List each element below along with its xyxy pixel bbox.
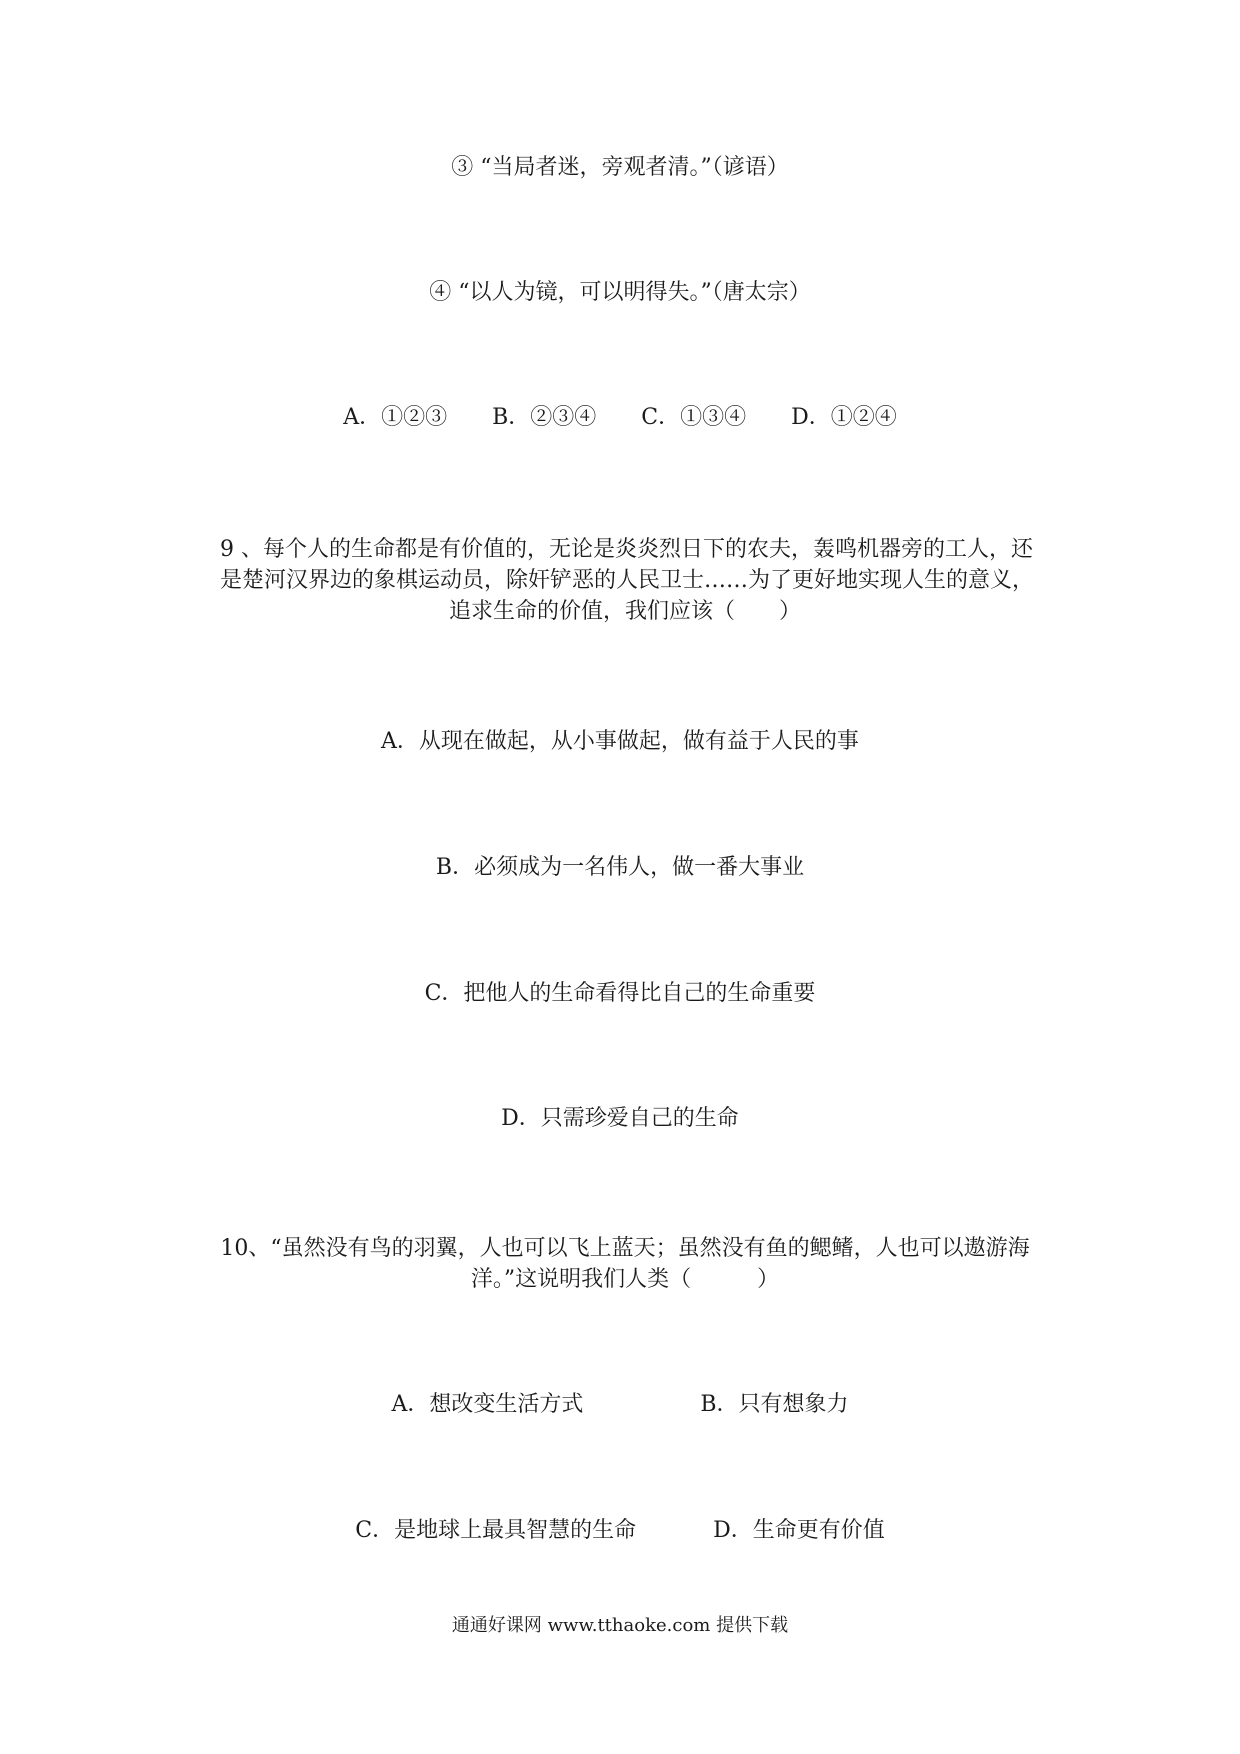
- q9-option-d: D．只需珍爱自己的生命: [501, 1106, 739, 1131]
- q9-stem-line-2: 是楚河汉界边的象棋运动员，除奸铲恶的人民卫士……为了更好地实现人生的意义，: [220, 568, 1035, 593]
- q9-stem: [220, 534, 1035, 627]
- q8-option-b: B．②③④: [492, 405, 597, 430]
- page-footer: 通通好课网 www.tthaoke.com 提供下载: [451, 1615, 789, 1636]
- q8-option-d: D．①②④: [791, 405, 897, 430]
- q10-stem-line-2: 洋。”这说明我们人类（ ）: [470, 1267, 780, 1292]
- q10-options-row-1: [0, 1390, 1240, 1420]
- q8-option-a: A．①②③: [343, 405, 448, 430]
- q9-option-c: C．把他人的生命看得比自己的生命重要: [424, 981, 816, 1006]
- q10-stem: [220, 1233, 1030, 1295]
- q9-option-a: A．从现在做起，从小事做起，做有益于人民的事: [381, 729, 859, 754]
- q8-item-3: ③ “当局者迷，旁观者清。”（谚语）: [451, 155, 789, 180]
- q9-stem-line-1: 9 、每个人的生命都是有价值的，无论是炎炎烈日下的农夫，轰鸣机器旁的工人，还: [220, 537, 1033, 562]
- q10-options-row-2: [0, 1516, 1240, 1546]
- q9-stem-line-3: 追求生命的价值，我们应该（ ）: [448, 599, 801, 624]
- q10-option-a: A．想改变生活方式: [391, 1392, 584, 1417]
- q10-option-c: C．是地球上最具智慧的生命: [355, 1518, 637, 1543]
- q10-option-b: B．只有想象力: [700, 1392, 849, 1417]
- q10-stem-line-1: 10、“虽然没有鸟的羽翼，人也可以飞上蓝天；虽然没有鱼的鳃鳍，人也可以遨游海: [220, 1236, 1030, 1261]
- q10-option-d: D．生命更有价值: [713, 1518, 885, 1543]
- q8-item-4: ④ “以人为镜，可以明得失。”（唐太宗）: [429, 280, 811, 305]
- q8-option-c: C．①③④: [641, 405, 747, 430]
- q9-option-b: B．必须成为一名伟人，做一番大事业: [435, 855, 805, 880]
- q8-options: [0, 403, 1240, 433]
